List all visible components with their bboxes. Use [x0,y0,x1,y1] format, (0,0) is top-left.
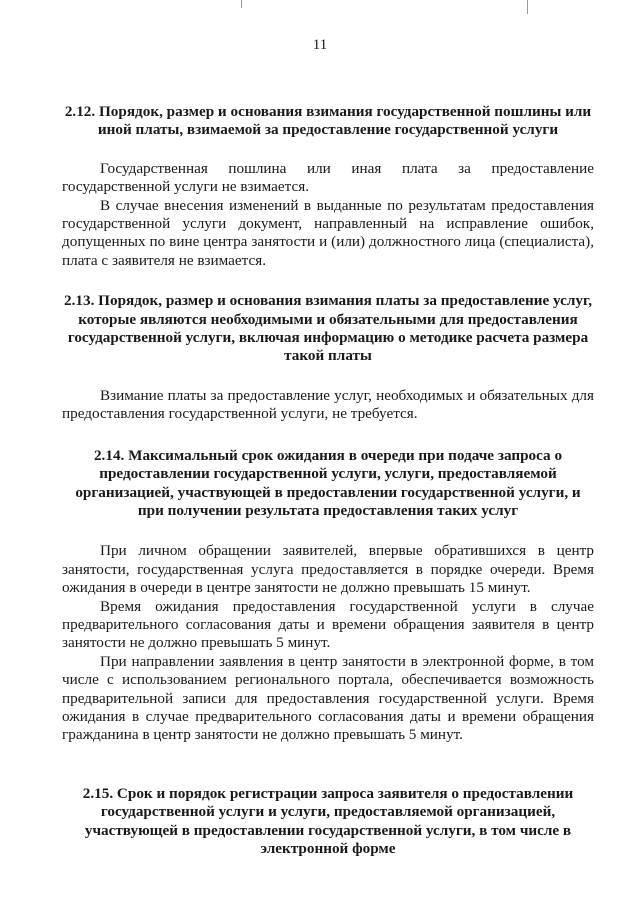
document-body [62,103,594,858]
page-number: 11 [312,37,328,53]
paragraph: Взимание платы за предоставление услуг, необходимых и обязательных для предоставления государственной услуги, не требуется. [62,386,594,423]
section-heading-2-14: 2.14. Максимальный срок ожидания в очереди при подаче запроса о предоставлении государственной услуги, услуги, предоставляемой организацией, участвующей в предоставлении государственной услуги, и при получении результата предоставления таких услуг [75,446,581,519]
paragraph: Время ожидания предоставления государственной услуги в случае предварительного согласования даты и времени обращения заявителя в центр занятости не должно превышать 5 минут. [62,597,594,652]
paragraph: Государственная пошлина или иная плата за предоставление государственной услуги не взимается. [62,159,594,196]
paragraph: При направлении заявления в центр занятости в электронной форме, в том числе с использованием регионального портала, обеспечивается возможность предварительной записи для предоставления государственной услуги. Время ожидания в случае предварительного согласования даты и времени обращения гражданина в центр занятости не должно превышать 5 минут. [62,652,594,744]
paragraph: В случае внесения изменений в выданные по результатам предоставления государственной услуги документ, направленный на исправление ошибок, допущенных по вине центра занятости и (или) должностного лица (специалиста), плата с заявителя не взимается. [62,196,594,269]
scan-artifact-line [527,0,528,14]
section-heading-2-12: 2.12. Порядок, размер и основания взимания государственной пошлины или иной платы, взимаемой за предоставление государственной услуги [64,103,592,139]
section-heading-2-13: 2.13. Порядок, размер и основания взимания платы за предоставление услуг, которые являются необходимыми и обязательными для предоставления государственной услуги, включая информацию о методике расчета размера такой платы [63,292,593,365]
section-heading-2-15: 2.15. Срок и порядок регистрации запроса заявителя о предоставлении государственной услуги и услуги, предоставляемой организацией, участвующей в предоставлении государственной услуги, в том числе в электронной форме [82,784,574,857]
paragraph: При личном обращении заявителей, впервые обратившихся в центр занятости, государственная услуга предоставляется в порядке очереди. Время ожидания в очереди в центре занятости не должно превышать 15 минут. [62,542,594,597]
scan-artifact-line [241,0,242,8]
